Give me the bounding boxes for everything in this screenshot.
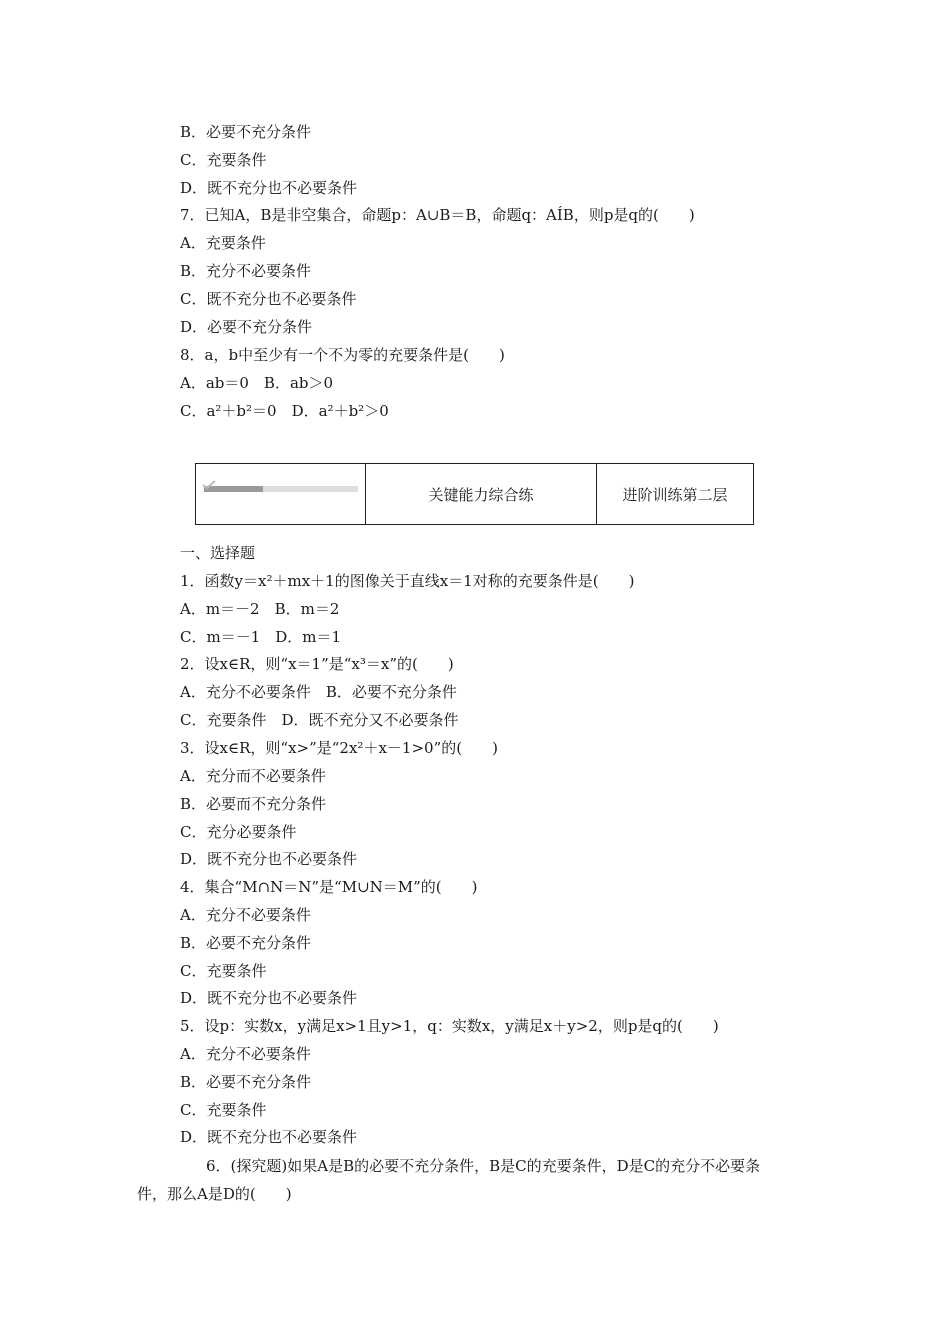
option-line: B．必要不充分条件: [180, 1073, 312, 1091]
option-line: A．充分不必要条件: [180, 906, 311, 924]
question-1-stem: 1．函数y＝x²＋mx＋1的图像关于直线x＝1对称的充要条件是( ): [180, 572, 635, 590]
option-line: A．充分而不必要条件: [180, 767, 326, 785]
option-line: C．a²＋b²＝0 D．a²＋b²＞0: [180, 402, 389, 420]
option-line: D．既不充分也不必要条件: [180, 989, 358, 1007]
option-line: C．充要条件 D．既不充分又不必要条件: [180, 711, 459, 729]
section-title: 一、选择题: [180, 544, 256, 562]
option-line: A．m＝－2 B．m＝2: [180, 600, 340, 618]
section-banner: [195, 463, 754, 525]
option-line: A．ab＝0 B．ab＞0: [180, 374, 334, 392]
option-line: D．既不充分也不必要条件: [180, 179, 358, 197]
option-line: C．充要条件: [180, 151, 267, 169]
question-8-stem: 8．a，b中至少有一个不为零的充要条件是( ): [180, 346, 505, 364]
option-line: D．既不充分也不必要条件: [180, 850, 358, 868]
question-7-stem: 7．已知A，B是非空集合，命题p：A∪B＝B，命题q：AÍB，则p是q的( ): [180, 206, 695, 224]
option-line: C．充分必要条件: [180, 823, 297, 841]
option-line: A．充分不必要条件: [180, 1045, 311, 1063]
option-line: B．充分不必要条件: [180, 262, 312, 280]
check-icon: [202, 480, 216, 490]
question-5-stem: 5．设p：实数x，y满足x>1且y>1，q：实数x，y满足x＋y>2，则p是q的( ): [180, 1017, 719, 1035]
option-line: B．必要不充分条件: [180, 123, 312, 141]
banner-progress-cell: [196, 464, 366, 524]
banner-level: 进阶训练第二层: [622, 485, 728, 504]
option-line: C．既不充分也不必要条件: [180, 290, 357, 308]
option-line: B．必要而不充分条件: [180, 795, 327, 813]
question-2-stem: 2．设x∈R，则“x＝1”是“x³＝x”的( ): [180, 655, 454, 673]
question-6-stem-continued: 件，那么A是D的( ): [137, 1185, 292, 1203]
question-3-stem: 3．设x∈R，则“x>”是“2x²＋x－1>0”的( ): [180, 739, 498, 757]
question-4-stem: 4．集合“M∩N＝N”是“M∪N＝M”的( ): [180, 878, 478, 896]
option-line: D．既不充分也不必要条件: [180, 1128, 358, 1146]
option-line: C．充要条件: [180, 962, 267, 980]
option-line: A．充要条件: [180, 234, 266, 252]
banner-title: 关键能力综合练: [366, 464, 597, 524]
question-6-stem: 6．(探究题)如果A是B的必要不充分条件，B是C的充要条件，D是C的充分不必要条: [206, 1157, 761, 1175]
option-line: D．必要不充分条件: [180, 318, 313, 336]
option-line: B．必要不充分条件: [180, 934, 312, 952]
option-line: A．充分不必要条件 B．必要不充分条件: [180, 683, 457, 701]
option-line: C．充要条件: [180, 1101, 267, 1119]
progress-bar: [204, 486, 358, 492]
option-line: C．m＝－1 D．m＝1: [180, 628, 342, 646]
